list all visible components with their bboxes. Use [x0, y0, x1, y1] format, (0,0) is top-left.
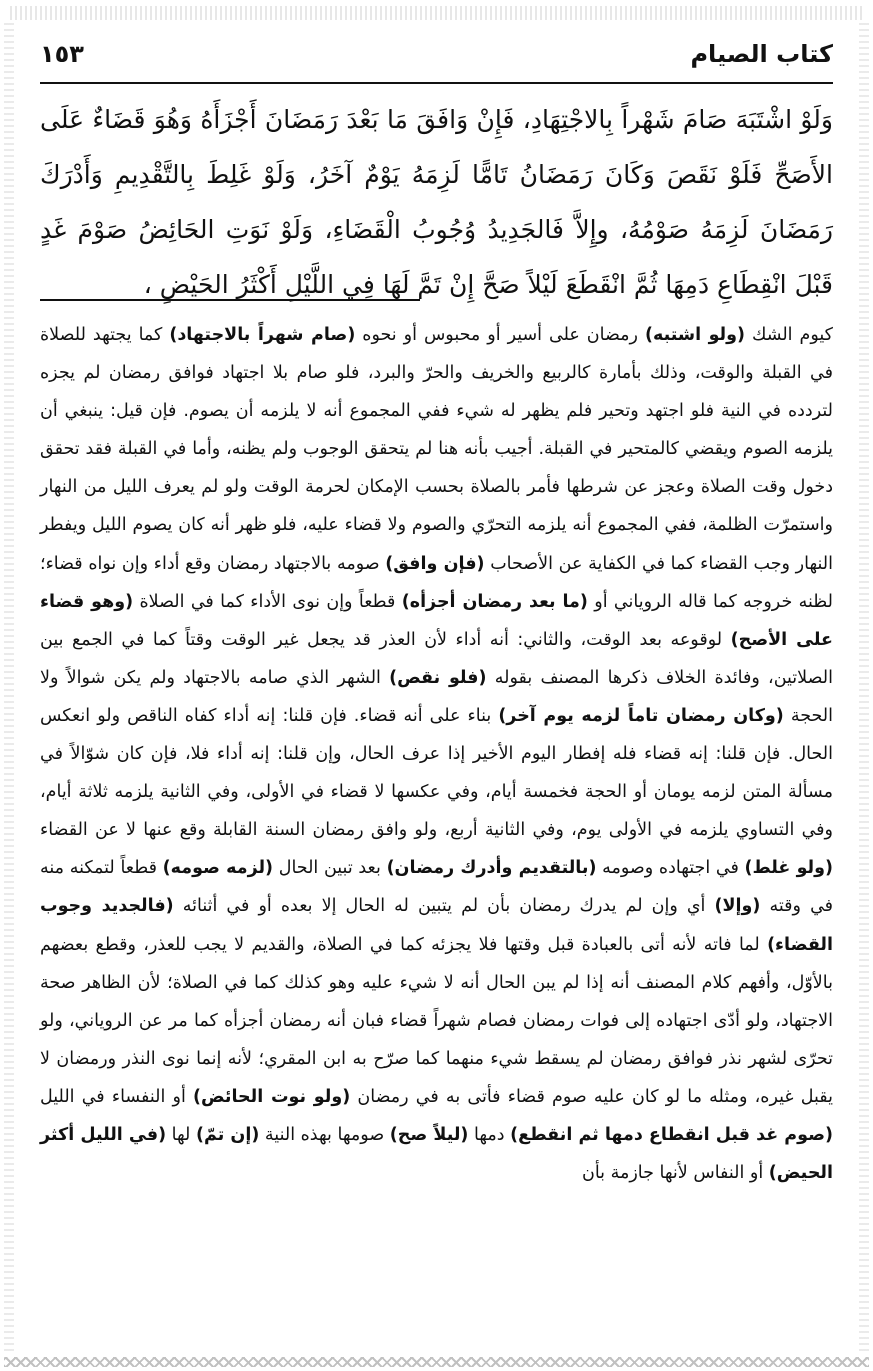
commentary-segment: لوقوعه بعد الوقت، والثاني: أنه أداء لأن العذر قد يجعل غير الوقت وقتاً كما في الجمع بين الصلاتين، وفائدة الخلاف ذكرها المصنف بقوله — [40, 629, 833, 688]
commentary-segment: رمضان على أسير أو محبوس أو نحوه — [355, 325, 645, 345]
commentary-segment: في اجتهاده وصومه — [596, 858, 745, 879]
commentary-segment: لما فاته لأنه أتى بالعبادة قبل وقتها فلا يجزئه كما في الصلاة، والقديم لا يجب للعذر، وقطع بعضهم بالأوّل، وأفهم كلام المصنف أنه إذا لم يبن الحال أنه لا شيء عليه وهو كذلك كما في الصلاة؛ لأن الظاهر صحة الاجتهاد، ولو أدّى اجتهاده إلى فوات رمضان فصام شهراً قضاء فبان أنه رمضان أجزأه كما مر عن الروياني، ولو تحرّى لشهر نذر فوافق رمضان لم يسقط شيء منهما كما صرّح به ابن المقري؛ لأنه إنما نوى النذر ورمضان لا يقبل غيره، ومثله ما لو كان عليه صوم قضاء فأتى به في رمضان — [40, 934, 833, 1107]
quoted-matn-phrase: (وهو قضاء على الأصح) — [40, 591, 833, 650]
commentary-segment: بناء على أنه قضاء. فإن قلنا: إنه أداء كفاه الناقص ولو انعكس الحال. فإن قلنا: إنه قضاء فله إفطار اليوم الأخير إذا عرف الحال، وإن قلنا: إنه أداء فلا، فإن كان شوّالاً في مسألة المتن لزمه يومان أو الحجة فخمسة أيام، وفي عكسها لا قضاء في الأولى، وفي الثانية يلزمه ثلاثة أيام، وفي التساوي يلزمه في الأولى يوم، وفي الثانية أربع، ولو وافق رمضان السنة القابلة وقع عنها لا عن القضاء — [40, 705, 833, 841]
commentary-segment: قطعاً وإن نوى الأداء كما في الصلاة — [133, 591, 402, 612]
right-ornament-border — [859, 20, 869, 1351]
commentary-segment: صومها بهذه النية — [259, 1124, 390, 1145]
quoted-matn-phrase: (فالجديد وجوب القضاء) — [40, 896, 833, 955]
footnote-separator-rule — [40, 299, 420, 301]
commentary-segment: بعد تبين الحال — [273, 858, 387, 879]
book-title: كتاب الصيام — [690, 40, 833, 68]
quoted-matn-phrase: (صام شهراً بالاجتهاد) — [169, 325, 356, 345]
commentary-segment: أو النفاس لأنها جازمة بأن — [581, 1163, 769, 1184]
quoted-matn-phrase: (صوم غد قبل انقطاع دمها ثم انقطع) — [510, 1124, 833, 1145]
commentary-segment: لها — [166, 1124, 196, 1145]
quoted-matn-phrase: (فإن وافق) — [385, 553, 485, 574]
commentary-text — [40, 316, 833, 1192]
main-text-block — [40, 92, 833, 312]
quoted-matn-phrase: (ما بعد رمضان أجزأه) — [401, 591, 588, 612]
quoted-matn-phrase: (ليلاً صح) — [389, 1124, 469, 1145]
quoted-matn-phrase: (إن تمّ) — [195, 1124, 260, 1145]
quoted-matn-phrase: (ولو اشتبه) — [644, 325, 745, 345]
commentary-segment: كيوم الشك — [745, 325, 833, 345]
left-ornament-border — [4, 20, 14, 1351]
commentary-segment: الشهر الذي صامه بالاجتهاد ولم يكن شوالاً ولا الحجة — [40, 667, 833, 726]
commentary-block — [40, 316, 833, 1192]
page-number: ١٥٣ — [40, 40, 84, 68]
commentary-segment: أو النفساء في الليل — [40, 1086, 194, 1107]
commentary-segment: قطعاً لتمكنه منه في وقته — [40, 858, 834, 917]
quoted-matn-phrase: (وإلا) — [714, 896, 761, 917]
page-header — [40, 38, 833, 84]
main-text: وَلَوْ اشْتَبَهَ صَامَ شَهْراً بِالاجْتِهَادِ، فَإِنْ وَافَقَ مَا بَعْدَ رَمَضَانَ أَجْزَأَهُ وَهُوَ قَضَاءٌ عَلَى الأَصَحِّ فَلَوْ نَقَصَ وَكَانَ رَمَضَانُ تَامًّا لَزِمَهُ يَوْمٌ آخَرُ، وَلَوْ غَلِطَ بِالتَّقْدِيمِ وَأَدْرَكَ رَمَضَانَ لَزِمَهُ صَوْمُهُ، وإِلاَّ فَالجَدِيدُ وُجُوبُ الْقَضَاءِ، وَلَوْ نَوَتِ الحَائِضُ صَوْمَ غَدٍ قَبْلَ انْقِطَاعِ دَمِهَا ثُمَّ انْقَطَعَ لَيْلاً صَحَّ إِنْ تَمَّ لَهَا فِي اللَّيْلِ أَكْثَرُ الحَيْضِ ، — [40, 105, 833, 299]
commentary-segment: صومه بالاجتهاد رمضان وقع أداء وإن نواه قضاء؛ لظنه خروجه كما قاله الروياني أو — [40, 553, 833, 612]
commentary-segment: أي وإن لم يدرك رمضان بأن لم يتبين له الحال إلا بعده أو في أثنائه — [173, 896, 715, 917]
commentary-segment: دمها — [468, 1124, 511, 1145]
quoted-matn-phrase: (لزمه صومه) — [162, 858, 274, 879]
top-ornament-border — [10, 6, 863, 20]
quoted-matn-phrase: (في الليل أكثر الحيض) — [40, 1124, 833, 1184]
quoted-matn-phrase: (وكان رمضان تاماً لزمه يوم آخر) — [498, 705, 784, 726]
commentary-segment: كما يجتهد للصلاة في القبلة والوقت، وذلك بأمارة كالربيع والخريف والحرّ والبرد، فلو صام بلا اجتهاد فوافق رمضان لم يجزه لتردده في النية فلو اجتهد وتحير فلم يظهر له شيء ففي المجموع أنه لا يلزمه أن يصوم. فإن قيل: ينبغي أن يلزمه الصوم ويقضي كالمتحير في القبلة. أجيب بأنه هنا لم يتحقق الوجوب ولم يظنه، وأما في القبلة فقد تحقق دخول وقت الصلاة وعجز عن شرطها فأمر بالصلاة بحسب الإمكان لحرمة الوقت ولو لم يعرف الليل من النهار واستمرّت الظلمة، ففي المجموع أنه يلزمه التحرّي والصوم ولا قضاء عليه، فلو ظهر أنه كان يصوم الليل ويفطر النهار وجب القضاء كما في الكفاية عن الأصحاب — [40, 325, 833, 574]
bottom-ornament-border — [4, 1357, 869, 1367]
quoted-matn-phrase: (ولو نوت الحائض) — [193, 1086, 351, 1107]
quoted-matn-phrase: (ولو غلط) — [744, 858, 833, 879]
quoted-matn-phrase: (فلو نقص) — [389, 667, 487, 688]
quoted-matn-phrase: (بالتقديم وأدرك رمضان) — [386, 858, 597, 879]
